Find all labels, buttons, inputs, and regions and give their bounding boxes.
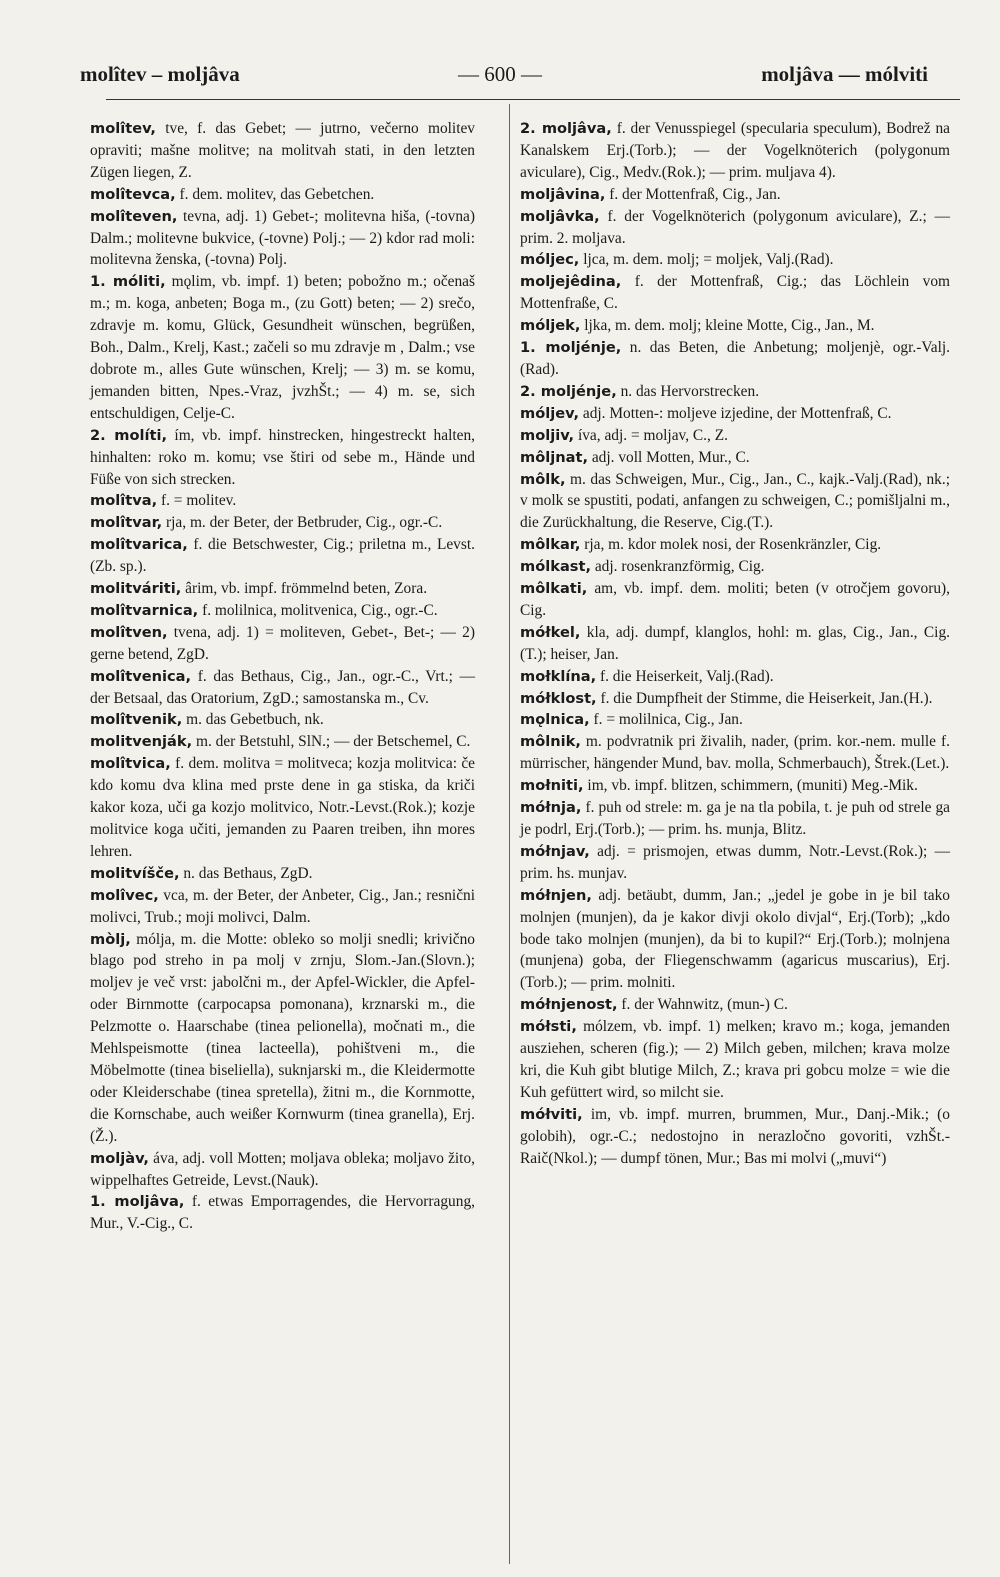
entry-definition: f. = molilnica, Cig., Jan. [589,711,743,729]
dictionary-entry [90,929,475,1148]
dictionary-entry [520,1016,950,1104]
entry-definition: im, vb. impf. blitzen, schimmern, (muniti) Meg.-Mik. [583,777,918,795]
dictionary-entry [520,469,950,535]
entry-headword: moljâvina, [520,185,606,203]
entry-definition: mǫlim, vb. impf. 1) beten; pobožno m.; očenaš m.; m. koga, anbeten; Boga m., (zu Gott) beten; — 2) srečo, zdravje m. komu, Glück, Gesundheit wünschen, begrüßen, Boh., Dalm., Krelj, Kast.; začeli so mu zdravje m , Dalm.; vse dobrote m., alles Gute wünschen, Krelj; — 3) m. se komu, jemanden bitten, Npes.-Vraz, jvzhŠt.; — 4) m. se, sich entschuldigen, Celje-C. [90,273,475,422]
entry-headword: moljejêdina, [520,273,622,291]
dictionary-entry [520,885,950,995]
entry-definition: m. podvratnik pri živalih, nader, (prim. kor.-nem. mulle f. mürrischer, hängender Mund, bav. molla, Schmerbauch), Štrek.(Let.). [520,733,950,773]
dictionary-entry [90,666,475,710]
entry-headword: mǫlnica, [520,711,590,729]
dictionary-entry [90,118,475,184]
dictionary-entry [520,841,950,885]
dictionary-entry [90,425,475,491]
dictionary-entry [520,381,950,403]
entry-headword: molîtvenik, [90,711,183,729]
entry-definition: ârim, vb. impf. frömmelnd beten, Zora. [181,580,428,598]
entry-headword: 2. moljénje, [520,382,617,400]
entry-headword: molitváriti, [90,580,182,598]
entry-definition: ljca, m. dem. molj; = moljek, Valj.(Rad). [579,251,834,269]
entry-headword: mółviti, [520,1105,583,1123]
entry-definition: ím, vb. impf. hinstrecken, hingestreckt halten, hinhalten: roko m. komu; vse štiri od sebe m., Hände und Füße von sich strecken. [90,426,475,488]
dictionary-entry [520,184,950,206]
dictionary-entry [520,709,950,731]
entry-headword: mółkel, [520,623,581,641]
entry-headword: môlkar, [520,536,581,554]
right-column [520,118,950,1170]
dictionary-entry [520,1104,950,1170]
entry-definition: rja, m. der Beter, der Betbruder, Cig., ogr.-C. [162,514,443,532]
entry-headword: molîtvarnica, [90,601,199,619]
entry-definition: mólzem, vb. impf. 1) melken; kravo m.; koga, jemanden ausziehen, scheren (fig.); — 2) Milch geben, milchen; krava molze kri, die Kuh gibt blutige Milch, Z.; krava pri gobcu molze = wie die Kuh gefüttert wird, so milcht sie. [520,1018,950,1101]
dictionary-entry [90,731,475,753]
dictionary-entry [520,994,950,1016]
entry-definition: n. das Bethaus, ZgD. [179,864,313,882]
entry-headword: mółnja, [520,799,582,817]
dictionary-entry [90,534,475,578]
entry-definition: f. der Wahnwitz, (mun-) C. [617,996,788,1014]
entry-definition: f. die Heiserkeit, Valj.(Rad). [596,667,774,685]
entry-definition: f. der Venusspiegel (specularia speculum), Bodrež na Kanalskem Erj.(Torb.); — der Vogelknöterich (polygonum aviculare), Cig., Medv.(Rok.); — prim. muljava 4). [520,120,950,181]
entry-definition: tvena, adj. 1) = moliteven, Gebet-, Bet-; — 2) gerne betend, ZgD. [90,623,475,663]
dictionary-entry [520,666,950,688]
entry-definition: f. das Bethaus, Cig., Jan., ogr.-C., Vrt.; — der Betsaal, das Oratorium, ZgD.; samostanska m., Cv. [90,667,475,707]
dictionary-entry [520,688,950,710]
entry-definition: f. der Mottenfraß, Cig.; das Löchlein vom Mottenfraße, C. [520,273,950,313]
entry-headword: mołklína, [520,667,597,685]
dictionary-entry [520,337,950,381]
dictionary-entry [520,534,950,556]
dictionary-entry [90,490,475,512]
entry-headword: 1. móliti, [90,273,166,291]
entry-headword: 2. moljâva, [520,120,612,137]
dictionary-entry [520,556,950,578]
entry-headword: 1. moljâva, [90,1193,185,1211]
dictionary-entry [520,403,950,425]
dictionary-entry [90,1191,475,1235]
dictionary-entry [90,1148,475,1192]
entry-definition: m. das Schweigen, Mur., Cig., Jan., C., kajk.-Valj.(Rad), nk.; v molk se spustiti, podati, anfangen zu schweigen, C.; pomišljalni m., die Zurückhaltung, die Reserve, Cig.(T.). [520,470,950,532]
entry-headword: moljâvka, [520,207,600,225]
entry-headword: 2. molíti, [90,426,168,444]
entry-headword: môlnik, [520,733,581,751]
dictionary-entry [90,753,475,863]
entry-headword: molitvenják, [90,733,193,751]
entry-headword: molitvíšče, [90,864,180,882]
dictionary-entry [520,206,950,250]
entry-headword: móljek, [520,317,581,335]
entry-definition: tevna, adj. 1) Gebet-; molitevna hiša, (-tovna) Dalm.; molitevne bukvice, (-tovne) Polj.; — 2) kdor rad moli: molitevna ženska, (-tovna) Polj. [90,207,475,269]
page-header [60,58,940,98]
entry-definition: ljka, m. dem. molj; kleine Motte, Cig., Jan., M. [580,317,875,335]
entry-definition: rja, m. kdor molek nosi, der Rosenkränzler, Cig. [580,536,882,554]
entry-headword: molîtvar, [90,514,163,532]
dictionary-entry [520,622,950,666]
entry-headword: mołniti, [520,777,584,795]
entry-definition: f. etwas Emporragendes, die Hervorragung, Mur., V.-Cig., C. [90,1193,475,1233]
entry-definition: f. die Dumpfheit der Stimme, die Heiserkeit, Jan.(H.). [596,689,933,707]
entry-headword: mółnjenost, [520,996,618,1014]
entry-headword: môlkati, [520,580,588,598]
column-divider [509,104,510,1564]
entry-headword: 1. moljénje, [520,339,622,357]
entry-definition: n. das Hervorstrecken. [616,382,760,400]
entry-definition: m. das Gebetbuch, nk. [182,711,324,729]
header-right-guide-words: moljâva — mólviti [761,62,928,86]
entry-definition: íva, adj. = moljav, C., Z. [574,426,728,444]
entry-definition: áva, adj. voll Motten; moljava obleka; moljavo žito, wippelhaftes Getreide, Levst.(Nauk). [90,1149,475,1189]
entry-headword: molîteven, [90,207,178,225]
entry-headword: mòlj, [90,930,131,948]
entry-headword: mółnjav, [520,842,590,860]
entry-headword: mólkast, [520,558,591,576]
entry-definition: kla, adj. dumpf, klanglos, hohl: m. glas, Cig., Jan., Cig.(T.); heiser, Jan. [520,623,950,663]
entry-headword: moljàv, [90,1149,149,1167]
entry-headword: molîtva, [90,492,158,510]
dictionary-entry [90,709,475,731]
dictionary-entry [520,249,950,271]
entry-definition: im, vb. impf. murren, brummen, Mur., Danj.-Mik.; (o golobih), ogr.-C.; nedostojno in nerazločno govoriti, vzhŠt.-Raič(Nkol.); — dumpf tönen, Mur.; Bas mi molvi („muvi“) [520,1105,950,1167]
entry-definition: adj. Motten-: moljeve izjedine, der Mottenfraß, C. [579,404,892,422]
dictionary-entry [90,578,475,600]
entry-definition: mólja, m. die Motte: obleko so molji snedli; krivično blago pod streho in pa molj v zrnju, Slom.-Jan.(Slovn.); moljev je več vrst: jabolčni m., der Apfel-Wickler, die Apfel- oder Birnmotte (carpocapsa pomonana), krznarski m., die Pelzmotte o. Haarschabe (tinea pelionella), močnati m., die Mehlspeismotte (tinea lacteella), pohištveni m., die Möbelmotte (tinea biseliella), suknjarski m., die Kleidermotte oder Kleiderschabe (tinea spretella), žitni m., die Kornmotte, die Kornschabe, auch weißer Kornwurm (tinea granella), Erj.(Ž.). [90,930,475,1145]
entry-definition: adj. = prismojen, etwas dumm, Notr.-Levst.(Rok.); — prim. hs. munjav. [520,842,950,882]
header-left-guide-words: molîtev – moljâva [80,62,240,86]
entry-definition: am, vb. impf. dem. moliti; beten (v otročjem govoru), Cig. [520,580,950,619]
left-column [90,118,475,1235]
dictionary-entry [520,447,950,469]
entry-definition: adj. rosenkranzförmig, Cig. [591,558,765,576]
entry-definition: f. molilnica, molitvenica, Cig., ogr.-C. [198,601,438,619]
entry-definition: f. die Betschwester, Cig.; priletna m., Levst.(Zb. sp.). [90,536,475,576]
entry-headword: móljev, [520,404,580,422]
dictionary-entry [90,622,475,666]
dictionary-entry [520,775,950,797]
entry-definition: adj. betäubt, dumm, Jan.; „jedel je gobe in je bil tako molnjen (munjen), da je kakor divji okolo divjal“, Erj.(Torb); „kdo bode tako molnjen (munjen), da bi to kupil?“ Erj.(Torb.); molnjena (munjena) goba, der Fliegenschwamm (agaricus muscarius), Erj.(Torb.); — prim. molniti. [520,886,950,992]
dictionary-entry [520,797,950,841]
entry-headword: molîtevca, [90,185,176,203]
dictionary-entry [90,184,475,206]
dictionary-entry [90,885,475,929]
entry-definition: f. der Vogelknöterich (polygonum aviculare), Z.; — prim. 2. moljava. [520,207,950,247]
entry-definition: tve, f. das Gebet; — jutrno, večerno molitev opraviti; mašne molitve; na molitvah stati, in den letzten Zügen liegen, Z. [90,120,475,181]
entry-headword: môljnat, [520,448,588,466]
dictionary-entry [90,512,475,534]
entry-headword: mółklost, [520,689,597,707]
entry-definition: f. der Mottenfraß, Cig., Jan. [605,185,781,203]
entry-definition: f. puh od strele: m. ga je na tla pobila, t. je puh od strele ga je podrl, Erj.(Torb.); — prim. hs. munja, Blitz. [520,799,950,838]
dictionary-entry [520,731,950,775]
entry-headword: molîvec, [90,886,159,904]
dictionary-entry [90,271,475,424]
entry-definition: f. dem. molitva = molitveca; kozja molitvica: če kdo komu dva klina med prste dene in ga stiska, da kriči kakor koza, uči ga kozjo molitvico, Notr.-Levst.(Rok.); kozje molitvice koga učiti, jemanden zu Paaren treiben, ihn mores lehren. [90,755,475,860]
entry-headword: môlk, [520,470,566,488]
dictionary-entry [520,315,950,337]
entry-definition: f. dem. molitev, das Gebetchen. [175,185,375,203]
dictionary-entry [90,600,475,622]
entry-headword: molîtvarica, [90,536,188,554]
entry-headword: móljec, [520,251,580,269]
dictionary-entry [520,118,950,184]
header-rule [106,99,960,100]
entry-definition: f. = molitev. [157,492,237,510]
entry-definition: n. das Beten, die Anbetung; moljenjè, ogr.-Valj.(Rad). [520,339,950,378]
page-number: — 600 — [458,62,542,86]
entry-headword: mółnjen, [520,886,592,904]
dictionary-entry [520,425,950,447]
entry-definition: adj. voll Motten, Mur., C. [588,448,750,466]
dictionary-entry [90,863,475,885]
entry-headword: molîtvica, [90,755,171,773]
dictionary-entry [520,578,950,622]
entry-headword: mółsti, [520,1018,577,1036]
dictionary-entry [90,206,475,272]
entry-headword: moljiv, [520,426,575,444]
entry-headword: molîtvenica, [90,667,192,685]
entry-definition: m. der Betstuhl, SlN.; — der Betschemel, C. [192,733,471,751]
entry-headword: molîtev, [90,120,156,137]
entry-headword: molîtven, [90,623,168,641]
dictionary-entry [520,271,950,315]
entry-definition: vca, m. der Beter, der Anbeter, Cig., Jan.; resnični molivci, Trub.; moji molivci, Dalm. [90,886,475,926]
